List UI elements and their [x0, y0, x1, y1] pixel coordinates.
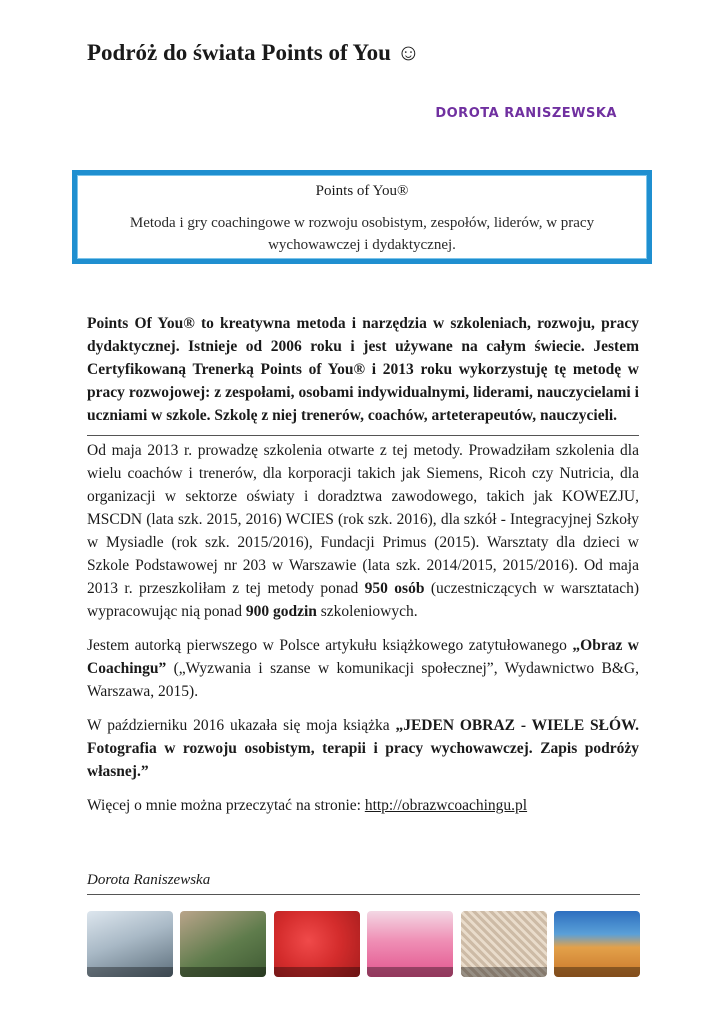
article-title: „Obraz w Coachingu”: [87, 637, 639, 677]
paragraph-text: szkoleniowych.: [316, 603, 418, 620]
hours-count: 900 godzin: [245, 603, 317, 620]
paragraph-text: Jestem autorką pierwszego w Polsce artykułu książkowego zatytułowanego: [87, 637, 573, 654]
website-link[interactable]: http://obrazwcoachingu.pl: [364, 797, 528, 814]
page-title: Podróż do świata Points of You ☺: [87, 40, 421, 65]
paragraph-article: [87, 634, 639, 703]
card-image-watermelon: [274, 911, 360, 977]
card-caption-bar: [180, 967, 266, 977]
card-image-child-bubble: [87, 911, 173, 977]
info-box-text: Metoda i gry coachingowe w rozwoju osobistym, zespołów, liderów, w pracy wychowawczej i dydaktycznej.: [129, 215, 595, 253]
paragraph-text: Więcej o mnie można przeczytać na stronie:: [87, 797, 365, 814]
book-title: „JEDEN OBRAZ - WIELE SŁÓW. Fotografia w rozwoju osobistym, terapii i pracy wychowawczej. Zapis podróży własnej.”: [87, 717, 639, 780]
card-thumbnails: [87, 911, 640, 977]
paragraph-text: Od maja 2013 r. prowadzę szkolenia otwarte z tej metody. Prowadziłam szkolenia dla wielu coachów i trenerów, dla korporacji takich jak Siemens, Ricoh czy Nutricia, dla organizacji w sektorze oświaty i doradztwa zawodowego, takich jak KOWEZJU, MSCDN (lata szk. 2015, 2016) WCIES (rok szk. 2016), dla szkół - Integracyjnej Szkoły w Mysiadle (rok szk. 2015/2016), Fundacji Primus (2015). Warsztaty dla dzieci w Szkole Podstawowej nr 203 w Warszawie (lata szk. 2014/2015, 2015/2016). Od maja 2013 r. przeszkoliłam z tej metody ponad: [87, 442, 639, 597]
paragraph-website: [87, 794, 639, 817]
card-image-feet: [180, 911, 266, 977]
card-image-pink-figures: [367, 911, 453, 977]
paragraph-book: [87, 714, 639, 783]
info-box: [72, 170, 652, 264]
paragraph-text: (uczestniczących w warsztatach) wypracowując nią ponad: [87, 580, 639, 620]
intro-paragraph: Points Of You® to kreatywna metoda i narzędzia w szkoleniach, rozwoju, pracy dydaktycznej. Istnieje od 2006 roku i jest używane na całym świecie. Jestem Certyfikowaną Trenerką Points of You® i 2013 roku wykorzystuję tę metodę w pracy rozwojowej: z zespołami, osobami indywidualnymi, liderami, nauczycielami i uczniami w szkole. Szkolę z niej trenerów, coachów, arteterapeutów, nauczycieli.: [87, 312, 639, 436]
info-box-inner: [77, 175, 647, 259]
card-caption-bar: [367, 967, 453, 977]
participants-count: 950 osób: [364, 580, 425, 597]
author-name: DOROTA RANISZEWSKA: [435, 106, 617, 121]
card-image-pattern: [461, 911, 547, 977]
card-caption-bar: [461, 967, 547, 977]
info-box-title: Points of You®: [315, 183, 409, 199]
card-caption-bar: [274, 967, 360, 977]
card-caption-bar: [554, 967, 640, 977]
card-caption-bar: [87, 967, 173, 977]
paragraph-text: („Wyzwania i szanse w komunikacji społecznej”, Wydawnictwo B&G, Warszawa, 2015).: [87, 660, 639, 700]
footer-divider: [87, 894, 640, 895]
paragraph-experience: [87, 439, 639, 623]
paragraph-text: W październiku 2016 ukazała się moja książka: [87, 717, 396, 734]
card-image-desert: [554, 911, 640, 977]
main-content: [87, 312, 639, 828]
signature: Dorota Raniszewska: [87, 872, 211, 888]
